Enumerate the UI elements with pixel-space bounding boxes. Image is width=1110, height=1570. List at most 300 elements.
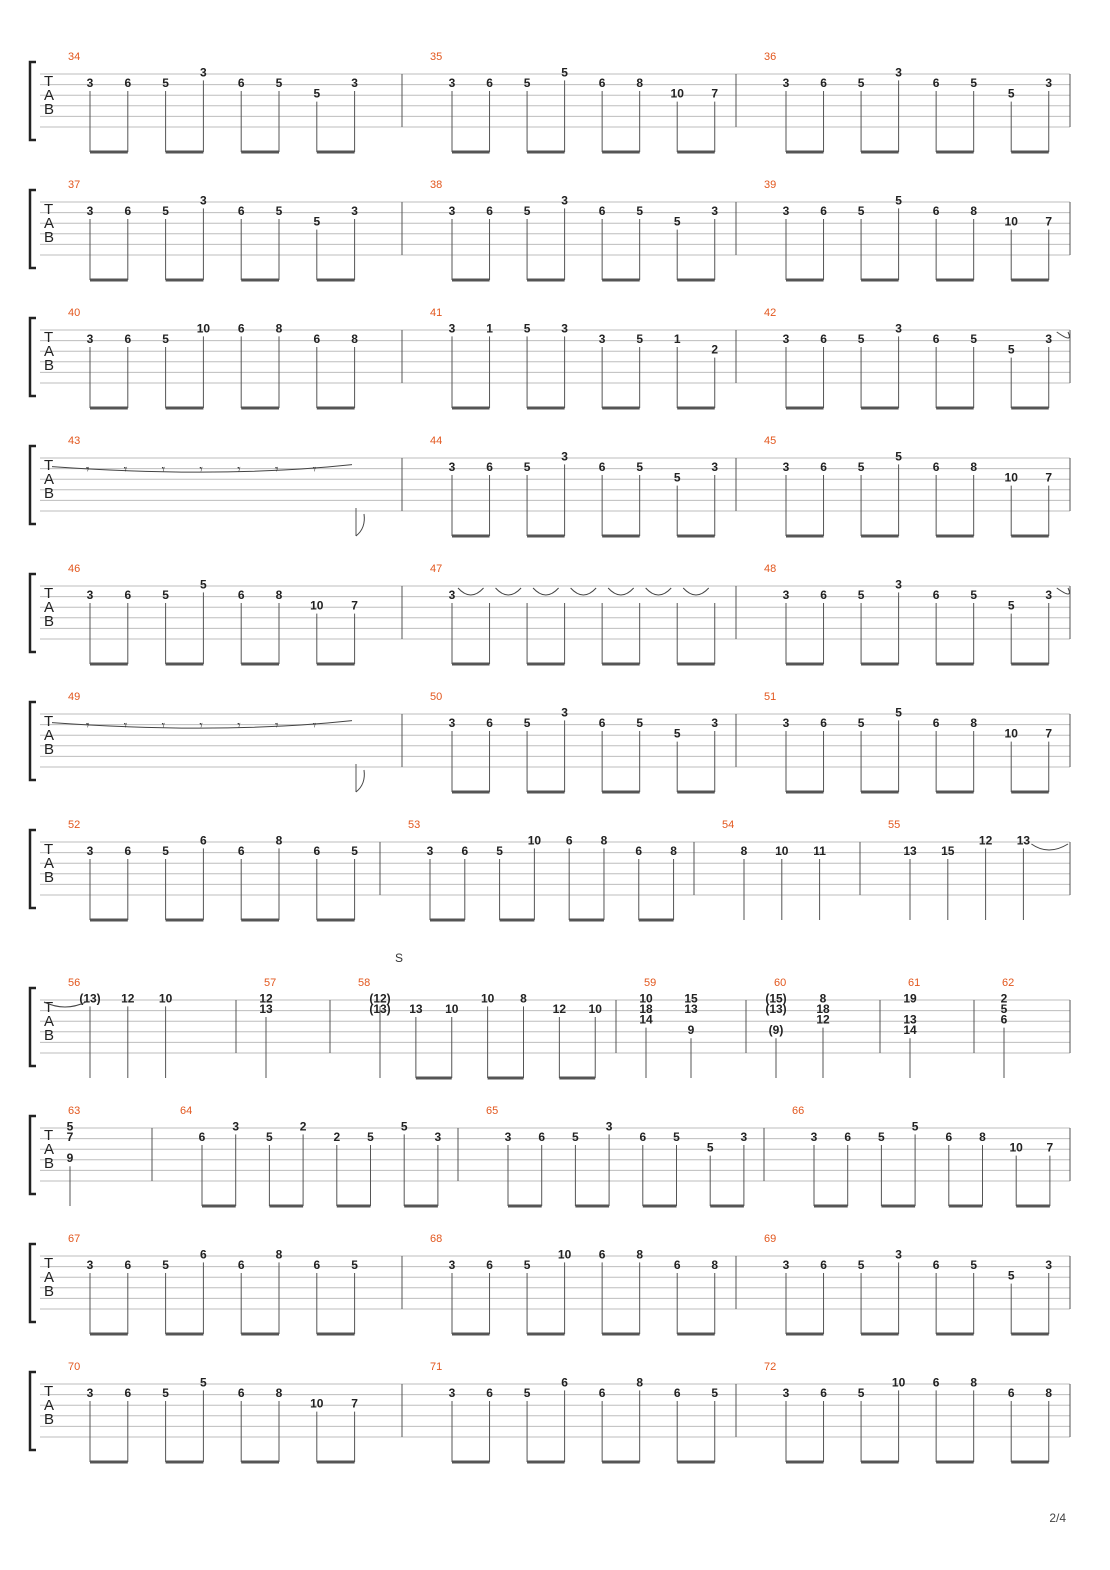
measure-number: 58 [358, 977, 371, 989]
tab-clef-b: B [44, 613, 55, 630]
fret-number: 6 [932, 76, 940, 90]
fret-number: 6 [932, 460, 940, 474]
fret-number: 13 [684, 1002, 698, 1016]
fret-number: 6 [932, 204, 940, 218]
fret-number: 3 [448, 204, 456, 218]
fret-number: 3 [598, 332, 606, 346]
fret-number: 3 [426, 844, 434, 858]
note-flag [356, 770, 364, 792]
fret-number: 3 [86, 1386, 94, 1400]
fret-number: 8 [636, 1247, 644, 1262]
measure-number: 37 [68, 179, 81, 191]
eighth-rest: 𝄾 [123, 718, 128, 734]
fret-number: 10 [670, 86, 684, 101]
tab-clef-a: A [44, 215, 55, 232]
fret-number: 8 [970, 460, 978, 474]
measure-number: 54 [722, 819, 735, 831]
fret-number: 3 [561, 705, 568, 720]
system-bracket [30, 318, 36, 396]
fret-number: 10 [639, 991, 653, 1006]
fret-number: 10 [310, 598, 324, 613]
fret-number: 5 [313, 214, 321, 229]
fret-number: 5 [1000, 1002, 1008, 1016]
fret-number: 6 [200, 833, 207, 848]
measure-number: 59 [644, 977, 657, 989]
fret-number: 12 [816, 1012, 830, 1027]
fret-number: 3 [448, 588, 456, 602]
fret-number: 3 [782, 460, 790, 474]
fret-number: 7 [711, 86, 719, 101]
fret-number: 3 [86, 76, 94, 90]
fret-number: 5 [1007, 598, 1015, 613]
fret-number: 3 [448, 1386, 456, 1400]
fret-number: 5 [673, 1130, 680, 1144]
fret-number: 3 [1045, 76, 1053, 90]
fret-number: 12 [121, 991, 135, 1006]
measure-number: 64 [180, 1105, 193, 1117]
fret-number: 3 [782, 588, 790, 602]
measure-number: 52 [68, 819, 81, 831]
fret-number: 8 [970, 716, 978, 730]
fret-number: 5 [351, 844, 358, 858]
fret-number: (13) [765, 1002, 787, 1016]
fret-number: 6 [486, 1258, 493, 1272]
measure-number: 53 [408, 819, 421, 831]
fret-number: (12) [369, 991, 391, 1006]
fret-number: 13 [903, 844, 917, 858]
tab-clef-a: A [44, 1269, 55, 1286]
fret-number: 6 [844, 1130, 852, 1144]
fret-number: 6 [598, 204, 606, 218]
tab-clef-a: A [44, 855, 55, 872]
fret-number: 5 [970, 588, 978, 602]
fret-number: 18 [816, 1002, 830, 1016]
tab-clef-b: B [44, 1283, 55, 1300]
eighth-rest: 𝄾 [312, 462, 317, 478]
fret-number: 3 [605, 1119, 613, 1134]
fret-number: 6 [820, 204, 827, 218]
fret-number: (15) [765, 991, 787, 1006]
eighth-rest: 𝄾 [199, 462, 203, 478]
note-flag [356, 514, 364, 536]
fret-number: 7 [351, 598, 358, 613]
system-bracket [30, 1244, 36, 1322]
fret-number: 5 [970, 1258, 978, 1272]
fret-number: 7 [1045, 470, 1053, 485]
tie-arc [533, 588, 559, 595]
fret-number: 10 [1004, 470, 1018, 485]
system-bracket [30, 702, 36, 780]
fret-number: 3 [895, 577, 902, 592]
fret-number: 6 [820, 460, 827, 474]
fret-number: 6 [486, 1386, 493, 1400]
measure-number: 40 [68, 307, 81, 319]
fret-number: 5 [1007, 342, 1015, 357]
fret-number: 5 [857, 332, 865, 346]
fret-number: 6 [124, 332, 132, 346]
measure-number: 56 [68, 977, 81, 989]
fret-number: 3 [782, 1386, 790, 1400]
fret-number: 6 [313, 1258, 321, 1272]
fret-number: 8 [275, 833, 283, 848]
fret-number: 6 [124, 76, 132, 90]
fret-number: 5 [266, 1130, 273, 1144]
measure-number: 50 [430, 691, 443, 703]
fret-number: 6 [932, 332, 940, 346]
tab-clef-t: T [44, 73, 54, 90]
fret-number: 3 [810, 1130, 818, 1144]
fret-number: 3 [782, 716, 790, 730]
fret-number: 13 [1016, 833, 1031, 848]
measure-number: 67 [68, 1233, 81, 1245]
measure-number: 43 [68, 435, 81, 447]
fret-number: 10 [445, 1002, 459, 1016]
fret-number: 6 [237, 588, 245, 602]
tab-clef-a: A [44, 343, 55, 360]
tab-clef-b: B [44, 229, 55, 246]
fret-number: 3 [1045, 332, 1053, 346]
fret-number: 9 [687, 1023, 695, 1038]
tab-clef-a: A [44, 1013, 55, 1030]
fret-number: 6 [673, 1386, 681, 1400]
fret-number: 8 [600, 833, 608, 848]
fret-number: 6 [200, 1247, 207, 1262]
fret-number: 12 [259, 991, 273, 1006]
tab-clef-a: A [44, 599, 55, 616]
fret-number: 3 [351, 76, 358, 90]
fret-number: 5 [561, 65, 568, 80]
fret-number: 6 [673, 1258, 681, 1272]
tie-arc [1031, 844, 1068, 850]
fret-number: 5 [66, 1119, 74, 1134]
fret-number: 6 [639, 1130, 647, 1144]
section-marker: S [395, 951, 404, 965]
eighth-rest: 𝄾 [237, 718, 241, 734]
fret-number: 5 [275, 76, 283, 90]
fret-number: 3 [895, 1247, 902, 1262]
fret-number: 5 [711, 1386, 719, 1400]
fret-number: 5 [313, 86, 321, 101]
measure-number: 41 [430, 307, 443, 319]
fret-number: 19 [903, 991, 917, 1006]
fret-number: 5 [895, 449, 902, 464]
eighth-rest: 𝄾 [199, 718, 203, 734]
eighth-rest: 𝄾 [237, 462, 241, 478]
fret-number: 6 [598, 460, 606, 474]
measure-number: 39 [764, 179, 777, 191]
fret-number: 5 [523, 76, 531, 90]
tab-clef-b: B [44, 1027, 55, 1044]
fret-number: 6 [820, 1258, 827, 1272]
fret-number: 9 [66, 1151, 74, 1166]
fret-number: 6 [565, 833, 573, 848]
fret-number: 8 [275, 1386, 283, 1400]
fret-number: 5 [857, 1386, 865, 1400]
tie-arc [571, 588, 597, 595]
fret-number: 5 [200, 1375, 207, 1390]
fret-number: 3 [448, 716, 456, 730]
fret-number: 5 [706, 1140, 714, 1155]
fret-number: 8 [819, 991, 827, 1006]
measure-number: 46 [68, 563, 81, 575]
fret-number: 5 [1007, 86, 1015, 101]
tab-clef-b: B [44, 741, 55, 758]
fret-number: 5 [162, 332, 169, 346]
fret-number: 5 [523, 1386, 531, 1400]
fret-number: 6 [932, 1258, 940, 1272]
fret-number: 6 [486, 716, 493, 730]
fret-number: 5 [636, 716, 644, 730]
fret-number: 8 [970, 204, 978, 218]
measure-number: 60 [774, 977, 787, 989]
fret-number: 6 [461, 844, 469, 858]
fret-number: 3 [561, 193, 568, 208]
fret-number: 5 [496, 844, 503, 858]
tab-clef-a: A [44, 1141, 55, 1158]
fret-number: 10 [527, 833, 542, 848]
measure-number: 42 [764, 307, 777, 319]
fret-number: 6 [124, 844, 132, 858]
fret-number: 3 [86, 588, 94, 602]
fret-number: 3 [711, 204, 719, 218]
fret-number: 8 [275, 588, 283, 602]
fret-number: 5 [895, 705, 902, 720]
tie-arc [1057, 588, 1070, 594]
fret-number: 6 [237, 844, 245, 858]
measure-number: 51 [764, 691, 777, 703]
fret-number: 5 [523, 204, 531, 218]
fret-number: 5 [857, 204, 865, 218]
tab-clef-a: A [44, 471, 55, 488]
fret-number: 5 [911, 1119, 919, 1134]
fret-number: 6 [598, 76, 606, 90]
measure-number: 68 [430, 1233, 443, 1245]
eighth-rest: 𝄾 [275, 718, 279, 734]
fret-number: 15 [684, 991, 698, 1006]
system-bracket [30, 988, 36, 1066]
fret-number: 10 [891, 1375, 906, 1390]
fret-number: 3 [448, 321, 456, 336]
measure-number: 38 [430, 179, 443, 191]
tab-clef-b: B [44, 485, 55, 502]
tie-arc [496, 588, 522, 595]
tie-arc [608, 588, 634, 595]
tab-clef-a: A [44, 87, 55, 104]
fret-number: 5 [523, 716, 531, 730]
tab-clef-t: T [44, 1255, 54, 1272]
fret-number: 5 [673, 214, 681, 229]
tab-clef-b: B [44, 1411, 55, 1428]
fret-number: 5 [162, 844, 169, 858]
fret-number: 2 [1000, 991, 1008, 1006]
measure-number: 70 [68, 1361, 81, 1373]
fret-number: 8 [520, 991, 527, 1006]
system-bracket [30, 446, 36, 524]
eighth-rest: 𝄾 [123, 462, 128, 478]
tab-clef-t: T [44, 457, 54, 474]
fret-number: 5 [1007, 1268, 1015, 1283]
measure-number: 34 [68, 51, 81, 63]
tie-arc [1057, 332, 1070, 338]
fret-number: 6 [945, 1130, 953, 1144]
fret-number: 6 [486, 460, 493, 474]
fret-number: 6 [598, 1386, 606, 1400]
tie-arc [458, 588, 484, 595]
fret-number: 5 [636, 204, 644, 218]
fret-number: 7 [1046, 1140, 1054, 1155]
fret-number: 7 [66, 1130, 74, 1144]
system-bracket [30, 190, 36, 268]
fret-number: 8 [740, 844, 748, 858]
fret-number: 5 [857, 1258, 865, 1272]
fret-number: 3 [895, 321, 902, 336]
fret-number: 1 [673, 332, 681, 346]
fret-number: 8 [711, 1258, 719, 1272]
system-bracket [30, 1372, 36, 1450]
fret-number: 5 [857, 76, 865, 90]
measure-number: 36 [764, 51, 777, 63]
system-bracket [30, 830, 36, 908]
fret-number: 6 [1007, 1386, 1015, 1400]
measure-number: 47 [430, 563, 443, 575]
measure-number: 69 [764, 1233, 777, 1245]
fret-number: 7 [1045, 726, 1053, 741]
measure-number: 49 [68, 691, 81, 703]
fret-number: 5 [970, 332, 978, 346]
fret-number: 7 [1045, 214, 1053, 229]
fret-number: 5 [400, 1119, 408, 1134]
fret-number: 6 [237, 1258, 245, 1272]
fret-number: 8 [636, 1375, 644, 1390]
fret-number: 14 [639, 1012, 653, 1027]
fret-number: 8 [275, 321, 283, 336]
fret-number: 3 [711, 460, 719, 474]
tab-clef-t: T [44, 329, 54, 346]
fret-number: 6 [486, 204, 493, 218]
fret-number: 5 [162, 1258, 169, 1272]
tab-clef-t: T [44, 201, 54, 218]
measure-number: 44 [430, 435, 443, 447]
page-number: 2/4 [1049, 1511, 1066, 1525]
fret-number: 3 [1045, 588, 1053, 602]
fret-number: 5 [857, 716, 865, 730]
measure-number: 55 [888, 819, 901, 831]
fret-number: 14 [903, 1023, 917, 1038]
measure-number: 45 [764, 435, 777, 447]
fret-number: 18 [639, 1002, 653, 1016]
eighth-rest: 𝄾 [275, 462, 279, 478]
fret-number: 8 [970, 1375, 978, 1390]
fret-number: 10 [557, 1247, 572, 1262]
fret-number: 5 [857, 460, 865, 474]
fret-number: 3 [895, 65, 902, 80]
tab-clef-a: A [44, 727, 55, 744]
tab-clef-b: B [44, 869, 55, 886]
tie-arc [683, 588, 709, 595]
fret-number: 6 [598, 716, 606, 730]
fret-number: 6 [820, 1386, 827, 1400]
fret-number: 3 [1045, 1258, 1053, 1272]
fret-number: 3 [782, 1258, 790, 1272]
fret-number: 8 [979, 1130, 986, 1144]
fret-number: 10 [1009, 1140, 1023, 1155]
fret-number: 11 [813, 844, 826, 858]
fret-number: 5 [162, 76, 169, 90]
measure-number: 66 [792, 1105, 805, 1117]
tab-clef-t: T [44, 713, 54, 730]
fret-number: 3 [561, 449, 568, 464]
fret-number: 6 [237, 321, 245, 336]
tab-clef-t: T [44, 585, 54, 602]
fret-number: 8 [1045, 1386, 1053, 1400]
fret-number: 8 [670, 844, 677, 858]
fret-number: 6 [198, 1130, 206, 1144]
fret-number: 6 [820, 716, 827, 730]
fret-number: 3 [740, 1130, 748, 1144]
fret-number: 5 [895, 193, 902, 208]
fret-number: 15 [941, 844, 955, 858]
fret-number: 6 [313, 332, 321, 346]
fret-number: 10 [588, 1002, 602, 1016]
fret-number: 5 [162, 204, 169, 218]
fret-number: 3 [351, 204, 358, 218]
fret-number: 6 [932, 588, 940, 602]
fret-number: 3 [782, 76, 790, 90]
tab-clef-a: A [44, 1397, 55, 1414]
fret-number: 8 [275, 1247, 283, 1262]
fret-number: 5 [351, 1258, 358, 1272]
fret-number: 3 [448, 76, 456, 90]
fret-number: 3 [200, 65, 207, 80]
tab-clef-b: B [44, 357, 55, 374]
fret-number: 6 [124, 588, 132, 602]
fret-number: 6 [124, 204, 132, 218]
fret-number: 6 [598, 1247, 606, 1262]
measure-number: 57 [264, 977, 277, 989]
fret-number: 6 [237, 1386, 245, 1400]
fret-number: (9) [768, 1023, 784, 1038]
fret-number: 13 [409, 1002, 423, 1016]
fret-number: 8 [351, 332, 358, 346]
fret-number: 13 [259, 1002, 273, 1016]
fret-number: 5 [162, 1386, 169, 1400]
fret-number: 5 [673, 726, 681, 741]
fret-number: 3 [782, 332, 790, 346]
fret-number: 2 [711, 342, 719, 357]
measure-number: 48 [764, 563, 777, 575]
fret-number: 6 [486, 76, 493, 90]
tab-clef-b: B [44, 1155, 55, 1172]
tab-clef-t: T [44, 1383, 54, 1400]
fret-number: 3 [561, 321, 568, 336]
system-bracket [30, 62, 36, 140]
fret-number: 12 [552, 1002, 567, 1016]
measure-number: 61 [908, 977, 921, 989]
fret-number: 2 [333, 1130, 341, 1144]
fret-number: 6 [820, 332, 827, 346]
fret-number: 5 [523, 460, 531, 474]
fret-number: 3 [448, 1258, 456, 1272]
tie-arc [646, 588, 672, 595]
measure-number: 63 [68, 1105, 81, 1117]
fret-number: 6 [820, 76, 827, 90]
fret-number: 5 [275, 204, 283, 218]
measure-number: 35 [430, 51, 443, 63]
fret-number: 5 [636, 460, 644, 474]
fret-number: 3 [86, 204, 94, 218]
fret-number: 3 [86, 332, 94, 346]
fret-number: 5 [857, 588, 865, 602]
